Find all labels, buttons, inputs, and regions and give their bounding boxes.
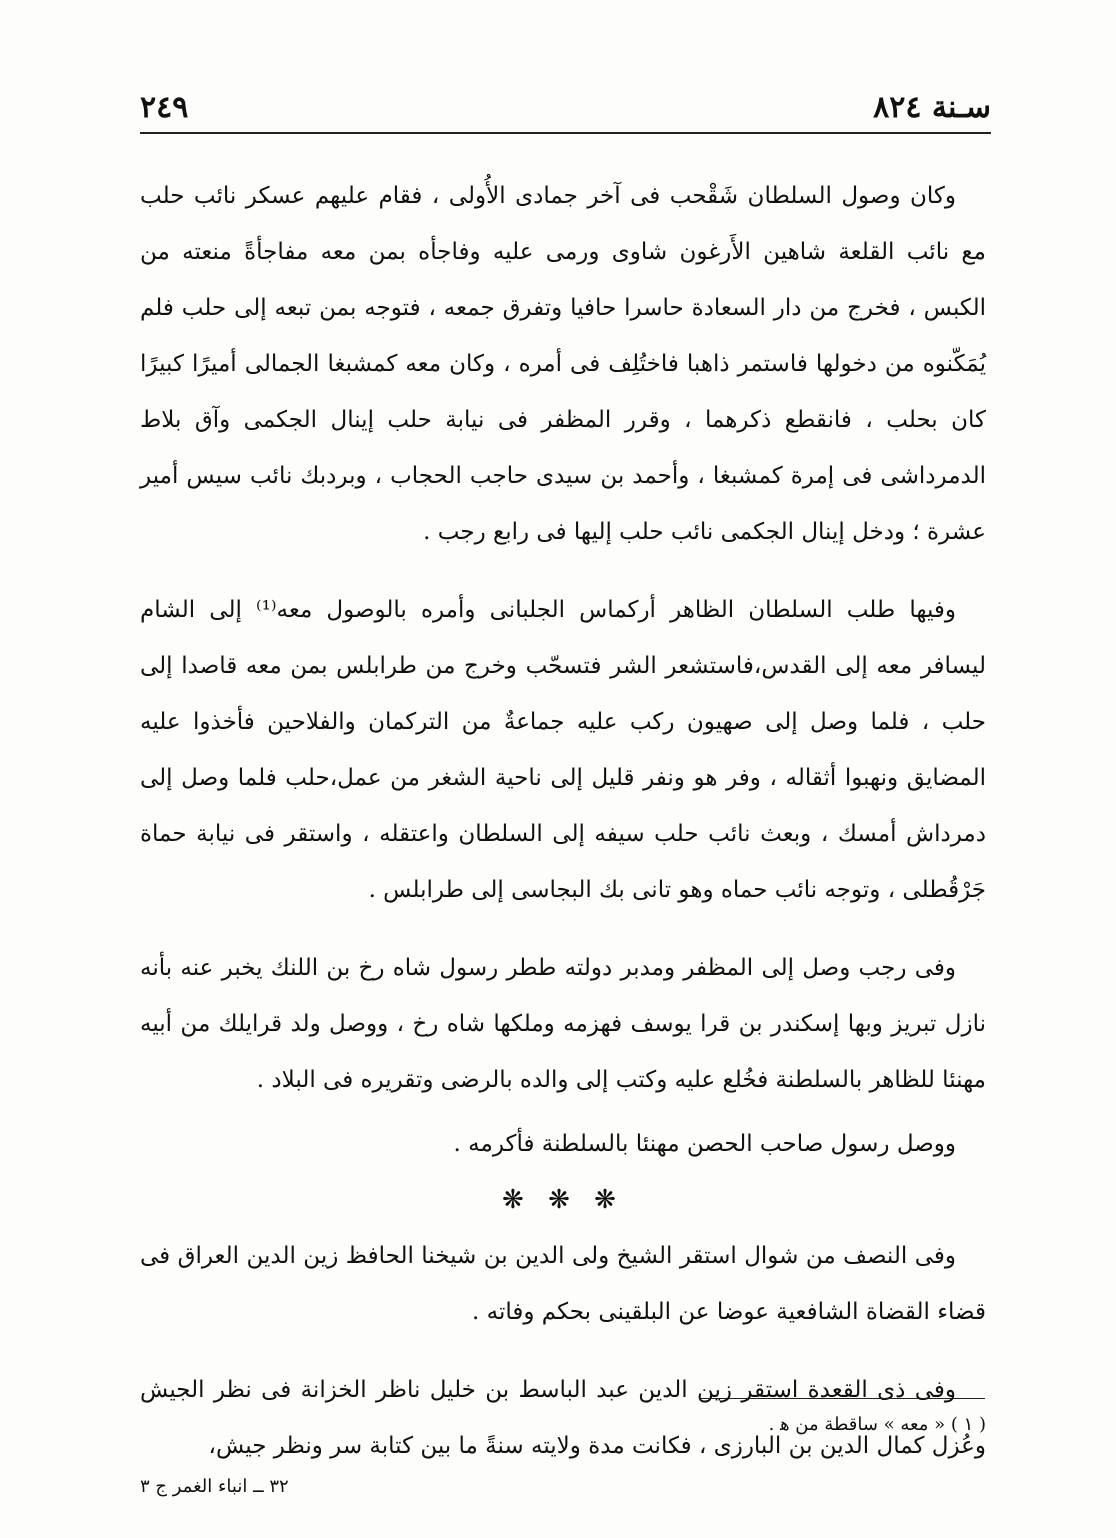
section-separator: ❋ ❋ ❋ — [502, 1185, 624, 1215]
paragraph: ووصل رسول صاحب الحصن مهنئا بالسلطنة فأكرمه . — [453, 1131, 956, 1157]
page-header — [140, 84, 991, 134]
header-rule — [140, 132, 991, 134]
printer-signature: ٣٢ ــ انباء الغمر ج ٣ — [140, 1476, 289, 1497]
footnote: ( ١ ) « معه » ساقطة من ﻫ . — [768, 1414, 986, 1435]
paragraph: وفى ذى القعدة استقر زين الدين عبد الباسط بن خليل ناظر الخزانة فى نظر الجيش وعُزل كمال الدين بن البارزى ، فكانت مدة ولايته سنةً ما بين كتابة سر ونظر جيش، — [140, 1377, 986, 1459]
footnote-rule — [700, 1398, 985, 1399]
paragraph: وفى النصف من شوال استقر الشيخ ولى الدين بن شيخنا الحافظ زين الدين العراق فى قضاء القضاة الشافعية عوضا عن البلقينى بحكم وفاته . — [140, 1243, 986, 1325]
body-text — [140, 168, 986, 1496]
paragraph: وفى رجب وصل إلى المظفر ومدبر دولته ططر رسول شاه رخ بن اللنك يخبر عنه بأنه نازل تبريز وبها إسكندر بن قرا يوسف فهزمه وملكها شاه رخ ، ووصل ولد قرايلك من أبيه مهنئا للظاهر بالسلطنة فخُلع عليه وكتب إلى والده بالرضى وتقريره فى البلاد . — [140, 955, 986, 1093]
paragraph: وكان وصول السلطان شَقْحب فى آخر جمادى الأُولى ، فقام عليهم عسكر نائب حلب مع نائب القلعة شاهين الأَرغون شاوى ورمى عليه وفاجأه بمن معه مفاجأةً منعته من الكبس ، فخرج من دار السعادة حاسرا حافيا وتفرق جمعه ، فتوجه بمن تبعه إلى حلب فلم يُمَكّنوه من دخولها فاستمر ذاهبا فاختُلِف فى أمره ، وكان معه كمشبغا الجمالى أميرًا كبيرًا كان بحلب ، فانقطع ذكرهما ، وقرر المظفر فى نيابة حلب إينال الجكمى وآق بلاط الدمرداشى فى إمرة كمشبغا ، وأحمد بن سيدى حاجب الحجاب ، وبردبك نائب سيس أمير عشرة ؛ ودخل إينال الجكمى نائب حلب إليها فى رابع رجب . — [140, 183, 986, 545]
running-title: سـنة ٨٢٤ — [873, 90, 991, 125]
paragraph: وفيها طلب السلطان الظاهر أركماس الجلبانى وأمره بالوصول معه⁽¹⁾ إلى الشام ليسافر معه إلى القدس،فاستشعر الشر فتسحّب وخرج من طرابلس بمن معه قاصدا إلى حلب ، فلما وصل إلى صهيون ركب عليه جماعةٌ من التركمان والفلاحين فأخذوا عليه المضايق ونهبوا أثقاله ، وفر هو ونفر قليل إلى ناحية الشغر من عمل،حلب فلما وصل إلى دمرداش أمسك ، وبعث نائب حلب سيفه إلى السلطان واعتقله ، واستقر فى نيابة حماة جَرْقُطلى ، وتوجه نائب حماه وهو تانى بك البجاسى إلى طرابلس . — [140, 597, 986, 903]
page-number: ٢٤٩ — [140, 90, 189, 125]
